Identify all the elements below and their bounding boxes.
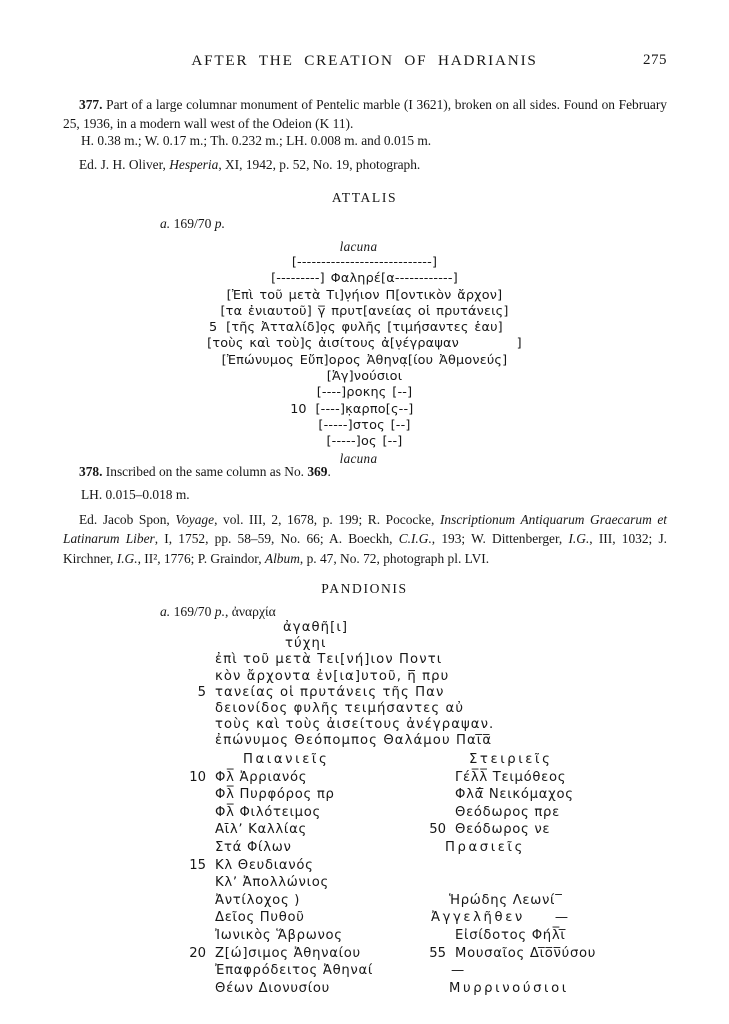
prytanis-name bbox=[215, 875, 329, 890]
name-text: Κλʼ Ἀπολλώνιος bbox=[215, 875, 329, 891]
name-text: Στά Φίλων bbox=[215, 839, 292, 855]
prytany-row bbox=[0, 858, 729, 876]
inscription-text: [Ἁγ]νούσιοι bbox=[326, 369, 403, 385]
name-text: Πρασιεῖς bbox=[445, 839, 525, 855]
inscription-378-lines bbox=[197, 620, 495, 750]
prytanis-name bbox=[455, 928, 566, 943]
deme-heading bbox=[431, 910, 569, 926]
prytanis-name bbox=[215, 928, 343, 943]
text-segment: Album bbox=[264, 550, 300, 566]
text-segment: C.I.G. bbox=[398, 531, 432, 547]
name-text: Γέλ̅λ̅ Τειμόθεος bbox=[455, 769, 567, 785]
inscription-text: [----]κ̣αρπο[ς--] bbox=[315, 401, 414, 417]
text-segment: 169/70 bbox=[170, 216, 215, 231]
inscription-line bbox=[0, 402, 729, 418]
running-head: AFTER THE CREATION OF HADRIANIS bbox=[191, 52, 538, 69]
inscription-line bbox=[215, 669, 494, 685]
line-number: 5 bbox=[208, 320, 218, 336]
line-number: 5 bbox=[197, 684, 206, 700]
name-text: Ἀγγελῆθεν bbox=[431, 910, 525, 926]
line-number: 20 bbox=[189, 945, 206, 961]
inscription-line bbox=[0, 369, 729, 385]
inscription-line bbox=[0, 288, 729, 304]
prytany-row bbox=[0, 840, 729, 858]
prytany-row bbox=[0, 981, 729, 999]
name-text: Ἐπαφρόδειτος Ἀθηναί bbox=[215, 963, 374, 979]
prytanis-name bbox=[455, 787, 574, 802]
text-segment: Ed. Jacob Spon, bbox=[79, 512, 176, 527]
tribe-heading-pandionis: PANDIONIS bbox=[321, 581, 408, 596]
inscription-line bbox=[0, 336, 729, 352]
name-text: Θέων Διονυσίου bbox=[215, 980, 330, 996]
name-text: Φλ̅ Ἀρριανός bbox=[215, 769, 308, 785]
name-text: Δεῖος Πυθοῦ bbox=[215, 910, 305, 926]
prytany-name-columns bbox=[0, 752, 729, 998]
prytanis-name bbox=[215, 893, 300, 908]
name-text: Μουσαῖος Δι̅ο̅ν̅ύσου bbox=[455, 945, 597, 961]
text-segment: p. bbox=[214, 604, 225, 619]
line-number: 50 bbox=[429, 822, 446, 838]
prytanis-name bbox=[215, 981, 330, 996]
inscription-line bbox=[215, 701, 494, 717]
text-segment: Inscriptionum Antiquarum Graecarum et Latinarum Liber bbox=[63, 512, 668, 547]
inscription-text: [Ἐπὶ τοῦ μετὰ Τι]ν̣ήιον Π[οντικὸν ἄρχον] bbox=[226, 287, 503, 303]
prytanis-name bbox=[189, 857, 314, 873]
prytanis-name bbox=[449, 892, 563, 908]
prytany-row bbox=[0, 805, 729, 823]
inscription-line bbox=[0, 418, 729, 434]
name-text: Ἰωνικὸς Ἅβρωνος bbox=[215, 927, 343, 943]
inscription-text: τοὺς καὶ τοὺς ἀισείτους ἀνέγραψαν. bbox=[215, 717, 495, 733]
prytanis-name bbox=[451, 963, 465, 979]
inscription-line bbox=[0, 304, 729, 320]
prytanis-name bbox=[215, 787, 335, 802]
name-text: Ἡρώδης Λεωνί‾ bbox=[449, 892, 563, 908]
inscription-text: τύχηι bbox=[285, 636, 327, 652]
text-segment: Ed. J. H. Oliver, bbox=[79, 157, 170, 172]
text-segment: Part of a large columnar monument of Pentelic marble (I 3621), broken on all sides. Found on February 25, 1936, in a modern wall west of the Odeion (K 11). bbox=[63, 97, 667, 131]
text-segment: I.G. bbox=[568, 531, 590, 547]
text-segment: I.G. bbox=[116, 550, 138, 566]
prytanis-name bbox=[189, 769, 308, 785]
inscription-line bbox=[215, 636, 494, 652]
name-text: — bbox=[451, 963, 465, 979]
inscription-text: δειονίδος φυλῆς τειμήσαντες αὐ bbox=[215, 701, 465, 717]
entry-378-editions bbox=[63, 510, 667, 568]
deme-heading bbox=[445, 839, 525, 855]
text-segment: . bbox=[327, 464, 331, 479]
deme-heading bbox=[455, 752, 552, 767]
name-text: Παιανιεῖς bbox=[243, 752, 330, 767]
name-text: Ἀντίλοχος ) bbox=[215, 892, 301, 908]
prytany-row bbox=[0, 752, 729, 770]
text-segment: Hesperia bbox=[169, 157, 219, 172]
name-text: Στειριεῖς bbox=[469, 752, 553, 767]
text-segment: , 193; W. Dittenberger, bbox=[431, 531, 569, 547]
text-segment: , ἀναρχία bbox=[224, 604, 276, 619]
text-segment: a. bbox=[160, 604, 171, 619]
line-number: 10 bbox=[189, 769, 206, 785]
text-segment: 369 bbox=[307, 464, 328, 479]
inscription-line bbox=[0, 320, 729, 336]
inscription-line bbox=[197, 684, 494, 701]
text-segment: 169/70 bbox=[170, 604, 215, 619]
prytanis-name bbox=[455, 770, 566, 785]
entry-377-dimensions: H. 0.38 m.; W. 0.17 m.; Th. 0.232 m.; LH. 0.008 m. and 0.015 m. bbox=[81, 133, 432, 148]
inscription-text: ἀγαθῆ[ι] bbox=[283, 620, 349, 635]
text-segment: Inscribed on the same column as No. bbox=[102, 464, 308, 479]
text-segment: p. bbox=[214, 216, 225, 231]
inscription-text: ἐπὶ τοῦ μετὰ Τει[νή]ιον Ποντι bbox=[215, 652, 443, 668]
inscription-text: [-----]ος [--] bbox=[326, 434, 403, 450]
inscription-line bbox=[215, 620, 494, 636]
entry-377-editions bbox=[63, 156, 667, 175]
prytanis-name bbox=[215, 805, 321, 820]
prytanis-name bbox=[215, 963, 373, 978]
inscription-line bbox=[215, 652, 494, 668]
prytany-row bbox=[0, 875, 729, 893]
inscription-text: [τα ἐνιαυτοῦ] γ̅ πρυτ[ανείας οἱ πρυτάνεις] bbox=[220, 303, 509, 319]
name-text: Φλ̅ Πυρφόρος πρ bbox=[215, 787, 335, 803]
text-segment: , I, 1752, pp. 58–59, No. 66; A. Boeckh, bbox=[154, 531, 399, 547]
prytany-row bbox=[0, 893, 729, 911]
prytanis-name bbox=[189, 945, 361, 961]
text-segment: , p. 47, No. 72, photograph pl. LVI. bbox=[299, 550, 490, 566]
name-text: Φλ̅ Φιλότειμος bbox=[215, 804, 321, 820]
line-number: 15 bbox=[189, 857, 206, 873]
inscription-377-lines bbox=[0, 255, 729, 451]
deme-heading bbox=[449, 980, 569, 996]
line-number: 10 bbox=[290, 401, 307, 417]
text-segment: 378. bbox=[79, 464, 103, 479]
inscription-text: [τῆς Ἀτταλίδ]ο̣ς φυλῆς [τιμήσαντες ἑαυ] bbox=[226, 320, 503, 336]
dash-mark: — bbox=[554, 910, 569, 926]
inscription-text: [----]ροκης [--] bbox=[316, 385, 413, 401]
inscription-text: [Ἐπώνυμος Εὔπ]ορος Ἀθηνα̣[ίου Ἀθμονεύς] bbox=[221, 352, 508, 368]
text-segment: a. bbox=[160, 216, 171, 231]
deme-heading bbox=[215, 752, 329, 767]
name-text: Μυρρινούσιοι bbox=[449, 980, 569, 996]
name-text: Εἰσίδοτος Φήλ̅ι̅ bbox=[455, 927, 566, 943]
page-number: 275 bbox=[643, 52, 667, 68]
name-text: Κλ Θευδιανός bbox=[215, 857, 314, 873]
prytany-row bbox=[0, 822, 729, 840]
prytany-row bbox=[0, 910, 729, 928]
name-text: Αῑλʼ Καλλίας bbox=[215, 822, 307, 838]
name-text: Θεόδωρος νε bbox=[455, 822, 551, 838]
prytany-row bbox=[0, 787, 729, 805]
inscription-text: [τοὺς καὶ τοὺ]ς ἀισίτους ἀ[ν̣έγραψαν ] bbox=[207, 336, 522, 352]
inscription-line bbox=[0, 353, 729, 369]
inscription-line bbox=[0, 434, 729, 450]
inscription-line bbox=[0, 255, 729, 271]
text-segment: , XI, 1942, p. 52, No. 19, photograph. bbox=[218, 157, 421, 172]
entry-378-description bbox=[63, 463, 667, 482]
inscription-text: [----------------------------] bbox=[291, 255, 438, 270]
prytanis-name bbox=[429, 945, 597, 961]
inscription-line bbox=[215, 717, 494, 733]
inscription-line bbox=[215, 733, 494, 749]
prytany-row bbox=[0, 946, 729, 964]
inscription-377 bbox=[0, 239, 729, 467]
name-text: Φλά̅ Νεικόμαχος bbox=[455, 787, 574, 803]
prytanis-name bbox=[215, 840, 292, 855]
inscription-text: κὸν ἄρχοντα ἐν[ια]υτοῦ, η̅ πρυ bbox=[215, 668, 450, 684]
prytany-row bbox=[0, 928, 729, 946]
prytanis-name bbox=[215, 910, 305, 925]
text-segment: Voyage bbox=[175, 512, 215, 527]
entry-377-description bbox=[63, 96, 667, 134]
tribe-heading-attalis: ATTALIS bbox=[331, 190, 398, 205]
prytany-row bbox=[0, 963, 729, 981]
prytanis-name bbox=[455, 805, 560, 820]
inscription-text: [---------] Φαληρέ[α------------] bbox=[271, 271, 458, 287]
name-text: Ζ[ώ]σιμος Ἀθηναίου bbox=[215, 945, 361, 961]
prytany-row bbox=[0, 770, 729, 788]
prytanis-name bbox=[429, 822, 551, 838]
entry-378-date bbox=[160, 604, 276, 620]
text-segment: , II², 1776; P. Graindor, bbox=[137, 550, 265, 566]
name-text: Θεόδωρος πρε bbox=[455, 804, 560, 820]
line-number: 55 bbox=[429, 945, 446, 961]
inscription-line bbox=[0, 385, 729, 401]
lacuna-bottom-label: lacuna bbox=[339, 450, 378, 466]
inscription-text: [-----]στος [--] bbox=[318, 417, 411, 433]
entry-377-date bbox=[160, 216, 225, 232]
text-segment: 377. bbox=[79, 97, 103, 112]
text-segment: , III, 1032; J. Kirchner, bbox=[63, 531, 667, 566]
inscription-line bbox=[0, 271, 729, 287]
entry-378-dimensions: LH. 0.015–0.018 m. bbox=[81, 487, 190, 502]
prytanis-name bbox=[215, 822, 307, 837]
lacuna-top-label: lacuna bbox=[339, 239, 378, 254]
text-segment: , vol. III, 2, 1678, p. 199; R. Pococke, bbox=[214, 512, 440, 527]
inscription-text: τανείας οἱ πρυτάνεις τῆς Παν bbox=[215, 684, 445, 700]
inscription-text: ἐπώνυμος Θεόπομπος Θαλάμου Παι̅α̅ bbox=[215, 733, 493, 749]
